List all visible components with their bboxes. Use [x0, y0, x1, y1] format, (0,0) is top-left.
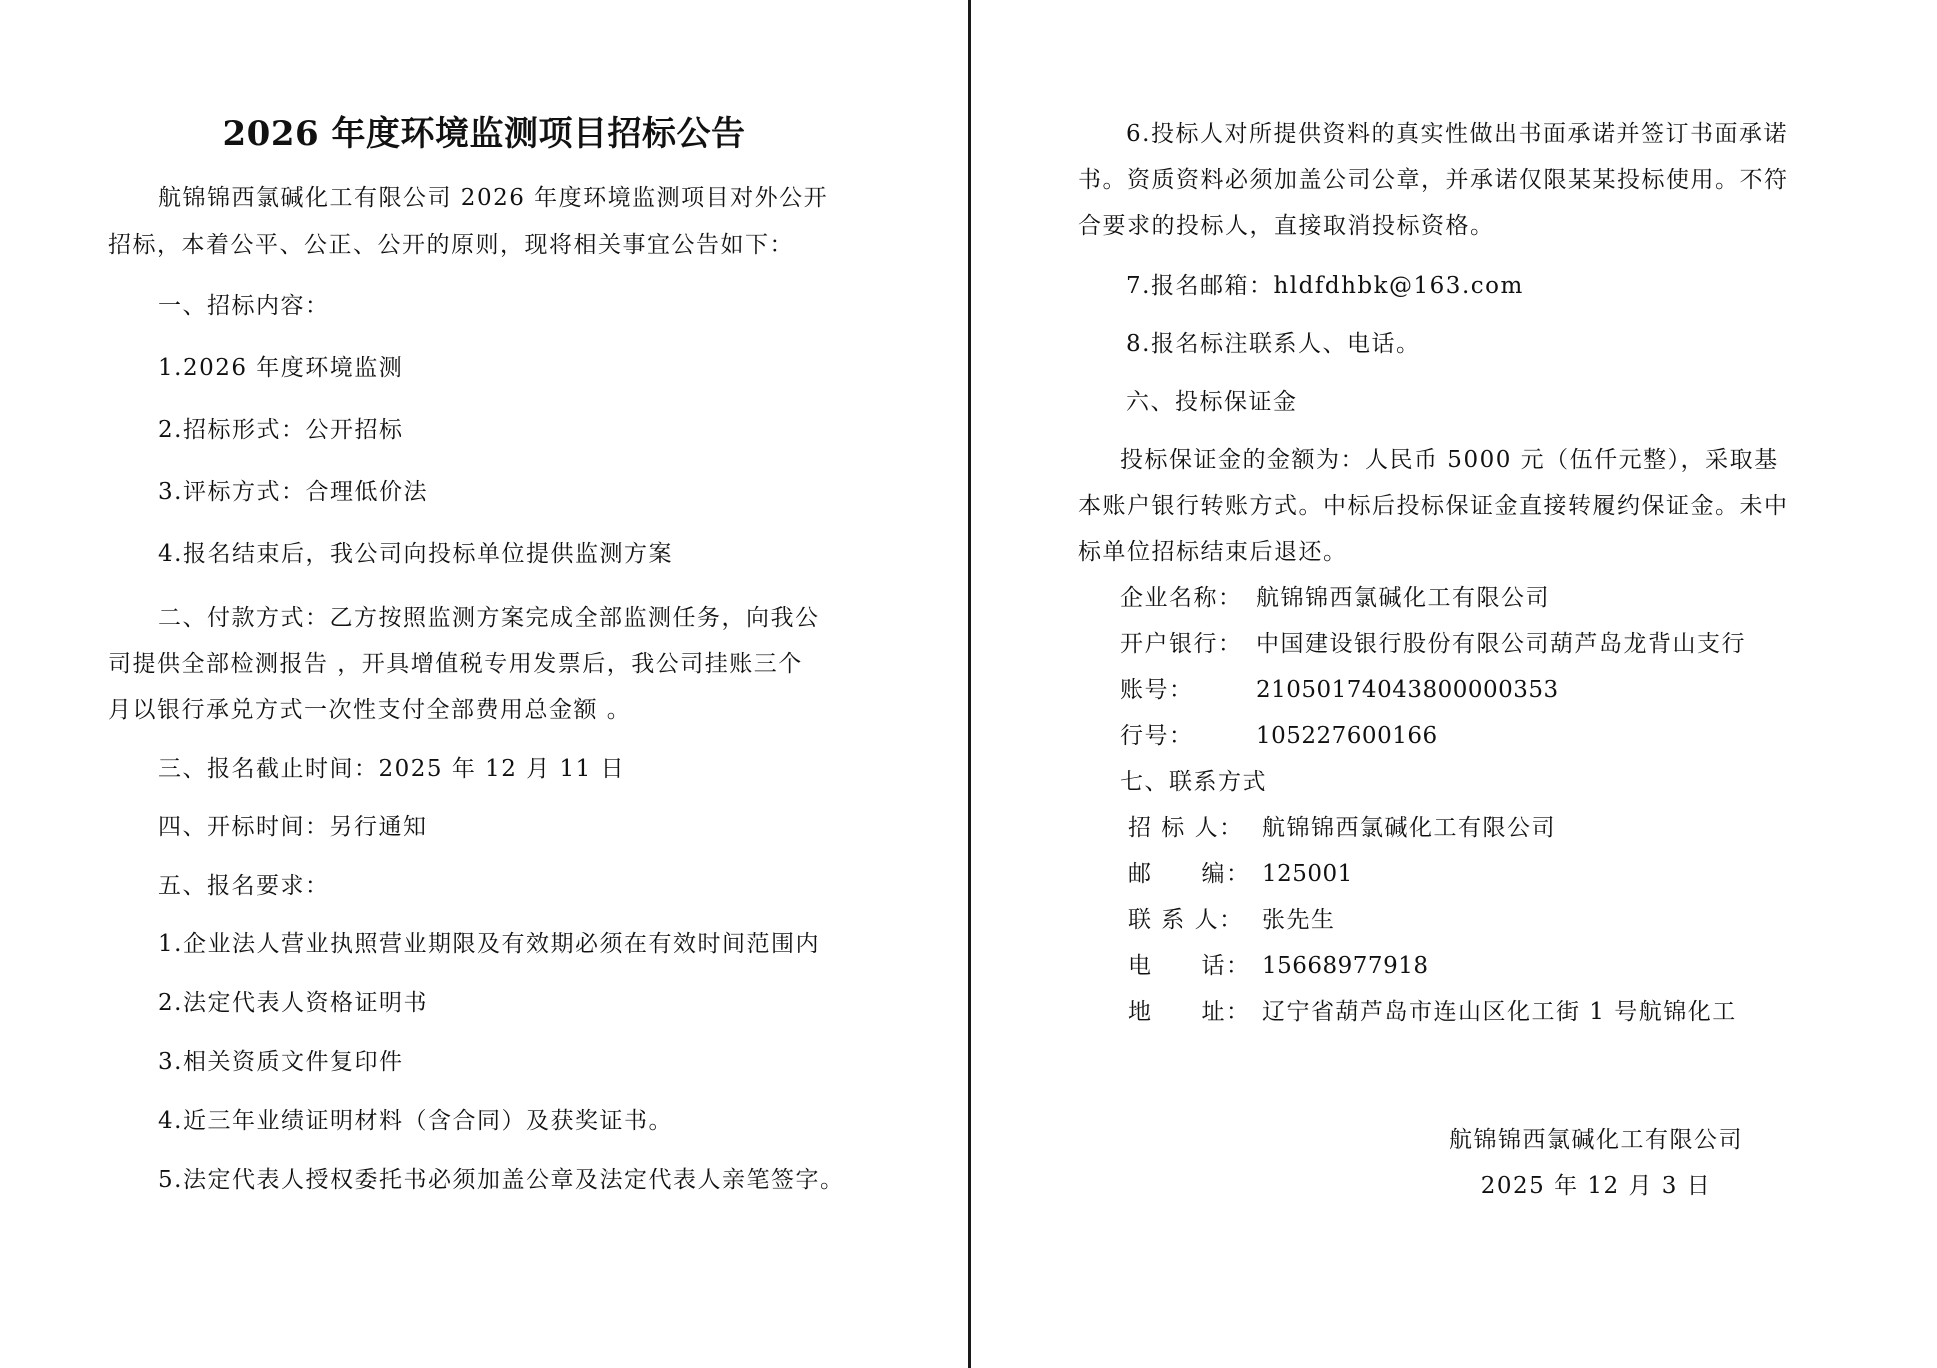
account-value: 21050174043800000353: [1256, 677, 1559, 703]
section-1-heading: 一、招标内容：: [158, 293, 330, 319]
bank-number-value: 105227600166: [1256, 723, 1438, 749]
section-5-heading: 五、报名要求：: [158, 873, 330, 899]
company-name-value: 航锦锦西氯碱化工有限公司: [1256, 585, 1550, 611]
item-6-line-3: 合要求的投标人，直接取消投标资格。: [1078, 213, 1495, 239]
section-1-item-1: 1.2026 年度环境监测: [158, 355, 404, 381]
section-4: 四、开标时间：另行通知: [158, 814, 428, 840]
section-6-heading: 六、投标保证金: [1126, 389, 1298, 415]
item-7-email: 7.报名邮箱：hldfdhbk@163.com: [1126, 273, 1524, 299]
company-name-label: 企业名称：: [1120, 585, 1243, 611]
intro-line-1: 航锦锦西氯碱化工有限公司 2026 年度环境监测项目对外公开: [158, 185, 829, 211]
signature-company: 航锦锦西氯碱化工有限公司: [1449, 1127, 1743, 1153]
contact-person-value: 张先生: [1262, 907, 1336, 933]
section-2-line-2: 司提供全部检测报告 ，开具增值税专用发票后，我公司挂账三个: [108, 651, 803, 677]
postcode-value: 125001: [1262, 861, 1353, 887]
section-1-item-4: 4.报名结束后，我公司向投标单位提供监测方案: [158, 541, 673, 567]
section-5-item-5: 5.法定代表人授权委托书必须加盖公章及法定代表人亲笔签字。: [158, 1167, 845, 1193]
left-page: [0, 0, 968, 1368]
section-3: 三、报名截止时间：2025 年 12 月 11 日: [158, 756, 626, 782]
section-1-item-2: 2.招标形式：公开招标: [158, 417, 404, 443]
bank-label: 开户银行：: [1120, 631, 1243, 657]
address-label: 地 址：: [1128, 999, 1251, 1025]
section-1-item-3: 3.评标方式：合理低价法: [158, 479, 428, 505]
tenderer-label: 招 标 人：: [1128, 815, 1244, 841]
phone-label: 电 话：: [1128, 953, 1251, 979]
item-6-line-1: 6.投标人对所提供资料的真实性做出书面承诺并签订书面承诺: [1126, 121, 1788, 147]
signature-date: 2025 年 12 月 3 日: [1480, 1173, 1712, 1199]
contact-person-label: 联 系 人：: [1128, 907, 1244, 933]
section-7-heading: 七、联系方式: [1120, 769, 1267, 795]
phone-value: 15668977918: [1262, 953, 1429, 979]
section-5-item-2: 2.法定代表人资格证明书: [158, 990, 428, 1016]
postcode-label: 邮 编：: [1128, 861, 1251, 887]
section-5-item-4: 4.近三年业绩证明材料（含合同）及获奖证书。: [158, 1108, 673, 1134]
section-5-item-1: 1.企业法人营业执照营业期限及有效期必须在有效时间范围内: [158, 931, 820, 957]
tenderer-value: 航锦锦西氯碱化工有限公司: [1262, 815, 1556, 841]
address-value: 辽宁省葫芦岛市连山区化工街 1 号航锦化工: [1262, 999, 1737, 1025]
section-6-line-3: 标单位招标结束后退还。: [1078, 539, 1348, 565]
account-label: 账号：: [1120, 677, 1194, 703]
section-5-item-3: 3.相关资质文件复印件: [158, 1049, 404, 1075]
section-2-line-3: 月以银行承兑方式一次性支付全部费用总金额 。: [108, 697, 632, 723]
section-6-line-2: 本账户银行转账方式。中标后投标保证金直接转履约保证金。未中: [1078, 493, 1789, 519]
section-6-line-1: 投标保证金的金额为：人民币 5000 元（伍仟元整），采取基: [1120, 447, 1779, 473]
bank-number-label: 行号：: [1120, 723, 1194, 749]
intro-line-2: 招标，本着公平、公正、公开的原则，现将相关事宜公告如下：: [108, 232, 794, 258]
section-2-line-1: 二、付款方式：乙方按照监测方案完成全部监测任务，向我公: [158, 605, 820, 631]
document-title: 2026 年度环境监测项目招标公告: [222, 114, 746, 154]
bank-value: 中国建设银行股份有限公司葫芦岛龙背山支行: [1256, 631, 1746, 657]
item-8: 8.报名标注联系人、电话。: [1126, 331, 1421, 357]
item-6-line-2: 书。资质资料必须加盖公司公章，并承诺仅限某某投标使用。不符: [1078, 167, 1789, 193]
